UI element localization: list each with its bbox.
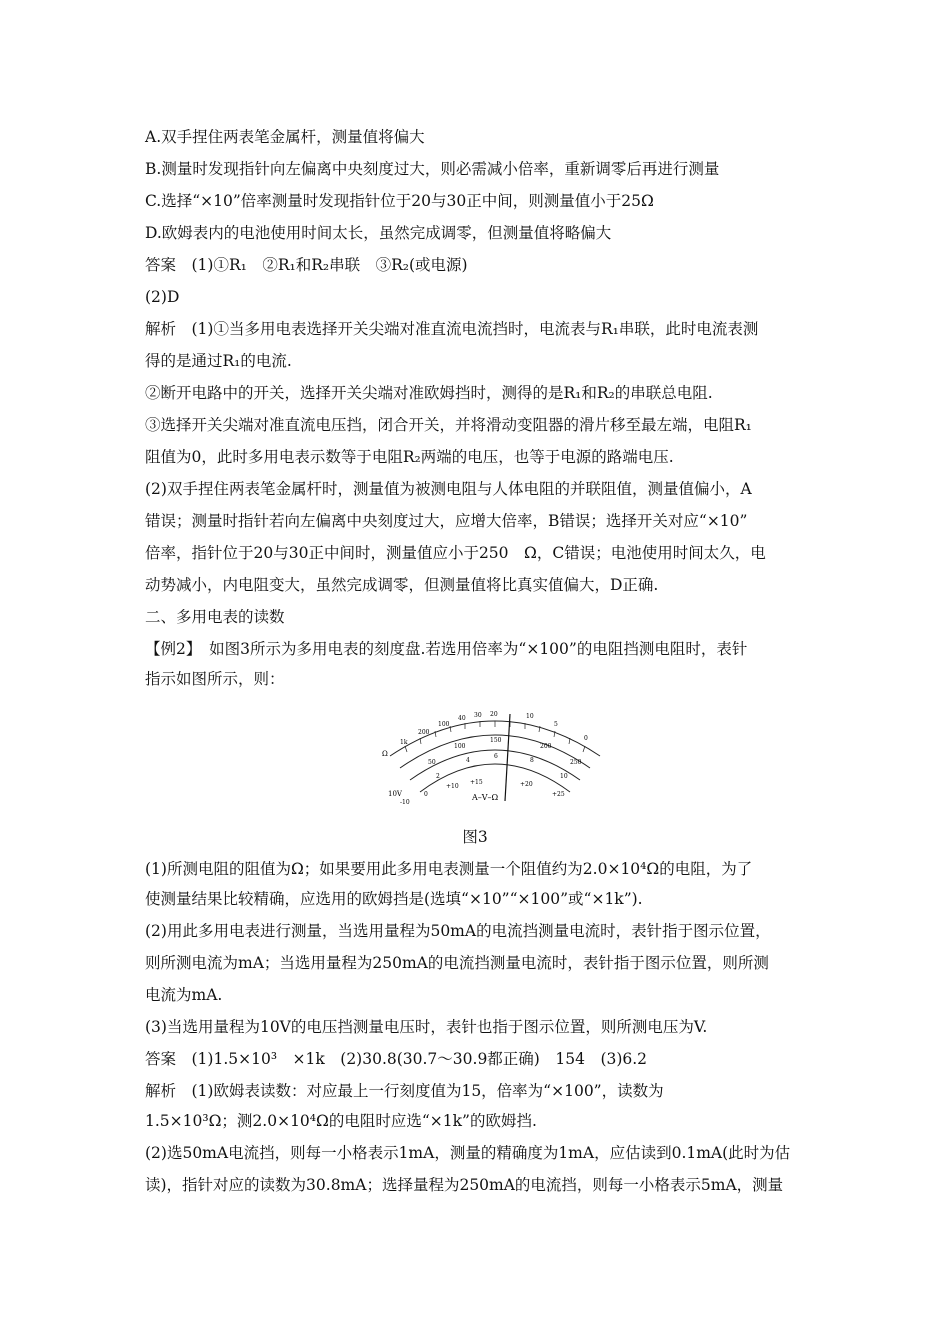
- analysis-line: 动势减小，内电阻变大，虽然完成调零，但测量值将比真实值偏大，D正确.: [145, 576, 659, 594]
- ohm-tick-label: 1k: [400, 739, 408, 746]
- needle: [505, 714, 510, 801]
- answer-2: (2)D: [145, 288, 180, 306]
- dc10-tick-label: 10: [560, 773, 568, 780]
- analysis-line: ③选择开关尖端对准直流电压挡，闭合开关，并将滑动变阻器的滑片移至最左端，电阻R₁: [145, 416, 752, 434]
- section-heading: 二、多用电表的读数: [145, 608, 285, 626]
- dc10-tick-label: 2: [436, 773, 440, 780]
- example-2: 【例2】 如图3所示为多用电表的刻度盘.若选用倍率为“×100”的电阻挡测电阻时，表针: [145, 640, 748, 658]
- ac-tick-label: 0: [424, 791, 428, 798]
- analysis-ex2: 解析 (1)欧姆表读数：对应最上一行刻度值为15，倍率为“×100”，读数为: [145, 1082, 664, 1100]
- ac-tick-label: +25: [552, 791, 565, 798]
- ohm-tick-label: 20: [490, 711, 498, 718]
- center-label: A–V–Ω: [472, 793, 499, 802]
- option-b: B.测量时发现指针向左偏离中央刻度过大，则必需减小倍率，重新调零后再进行测量: [145, 160, 720, 178]
- dc-tick-label: 200: [540, 743, 552, 750]
- question-2-cont: 则所测电流为mA；当选用量程为250mA的电流挡测量电流时，表针指于图示位置，则所测: [145, 954, 769, 972]
- question-3: (3)当选用量程为10V的电压挡测量电压时，表针也指于图示位置，则所测电压为V.: [145, 1018, 708, 1036]
- analysis-line: (2)双手捏住两表笔金属杆时，测量值为被测电阻与人体电阻的并联阻值，测量值偏小，A: [145, 480, 752, 498]
- answer-1: 答案 (1)①R₁ ②R₁和R₂串联 ③R₂(或电源): [145, 256, 468, 274]
- ohm-tick-label: 0: [584, 735, 588, 742]
- range-label: 10V: [388, 790, 402, 798]
- analysis-ex2: 读)，指针对应的读数为30.8mA；选择量程为250mA的电流挡，则每一小格表示5mA，测量: [145, 1176, 784, 1194]
- meter-dial-figure: [370, 696, 620, 816]
- dc-tick-label: 250: [570, 759, 582, 766]
- ac-tick-label: -10: [400, 799, 410, 806]
- ac-tick-label: +15: [470, 779, 483, 786]
- ohm-tick-label: 10: [526, 713, 534, 720]
- dc-tick-label: 150: [490, 737, 502, 744]
- question-2-cont: 电流为mA.: [145, 986, 223, 1004]
- answer-ex2: 答案 (1)1.5×10³ ×1k (2)30.8(30.7～30.9都正确) 154 (3)6.2: [145, 1050, 648, 1068]
- ohm-tick-label: 100: [438, 721, 450, 728]
- analysis-line: 阻值为0，此时多用电表示数等于电阻R₂两端的电压，也等于电源的路端电压.: [145, 448, 674, 466]
- option-d: D.欧姆表内的电池使用时间太长，虽然完成调零，但测量值将略偏大: [145, 224, 612, 242]
- range-label: Ω: [382, 750, 388, 758]
- question-1-cont: 使测量结果比较精确，应选用的欧姆挡是(选填“×10”“×100”或“×1k”).: [145, 890, 643, 908]
- dc-tick-label: 100: [454, 743, 466, 750]
- ohm-tick-label: 200: [418, 729, 430, 736]
- analysis-ex2: (2)选50mA电流挡，则每一小格表示1mA，测量的精确度为1mA，应估读到0.1mA(此时为估: [145, 1144, 791, 1162]
- question-1: (1)所测电阻的阻值为Ω；如果要用此多用电表测量一个阻值约为2.0×10⁴Ω的电阻，为了: [145, 860, 753, 878]
- dc10-tick-label: 4: [466, 757, 470, 764]
- analysis-line: 解析 (1)①当多用电表选择开关尖端对准直流电流挡时，电流表与R₁串联，此时电流表测: [145, 320, 759, 338]
- dc-tick-label: 50: [428, 759, 436, 766]
- figure-caption: 图3: [462, 828, 488, 846]
- analysis-line: 倍率，指针位于20与30正中间时，测量值应小于250 Ω，C错误；电池使用时间太久，电: [145, 544, 766, 562]
- ohm-tick-label: 5: [554, 721, 558, 728]
- question-2: (2)用此多用电表进行测量，当选用量程为50mA的电流挡测量电流时，表针指于图示位置，: [145, 922, 771, 940]
- dc10-tick-label: 6: [494, 753, 498, 760]
- analysis-line: ②断开电路中的开关，选择开关尖端对准欧姆挡时，测得的是R₁和R₂的串联总电阻.: [145, 384, 713, 402]
- option-a: A.双手捏住两表笔金属杆，测量值将偏大: [145, 128, 425, 146]
- analysis-line: 得的是通过R₁的电流.: [145, 352, 292, 370]
- example-2-cont: 指示如图所示，则：: [145, 670, 285, 688]
- ac-tick-label: +20: [520, 781, 533, 788]
- ohm-tick-label: 40: [458, 715, 466, 722]
- ac-tick-label: +10: [446, 783, 459, 790]
- dc10-tick-label: 8: [530, 757, 534, 764]
- analysis-line: 错误；测量时指针若向左偏离中央刻度过大，应增大倍率，B错误；选择开关对应“×10”: [145, 512, 748, 530]
- analysis-ex2: 1.5×10³Ω；测2.0×10⁴Ω的电阻时应选“×1k”的欧姆挡.: [145, 1112, 537, 1130]
- option-c: C.选择“×10”倍率测量时发现指针位于20与30正中间，则测量值小于25Ω: [145, 192, 654, 210]
- ohm-tick-label: 30: [474, 712, 482, 719]
